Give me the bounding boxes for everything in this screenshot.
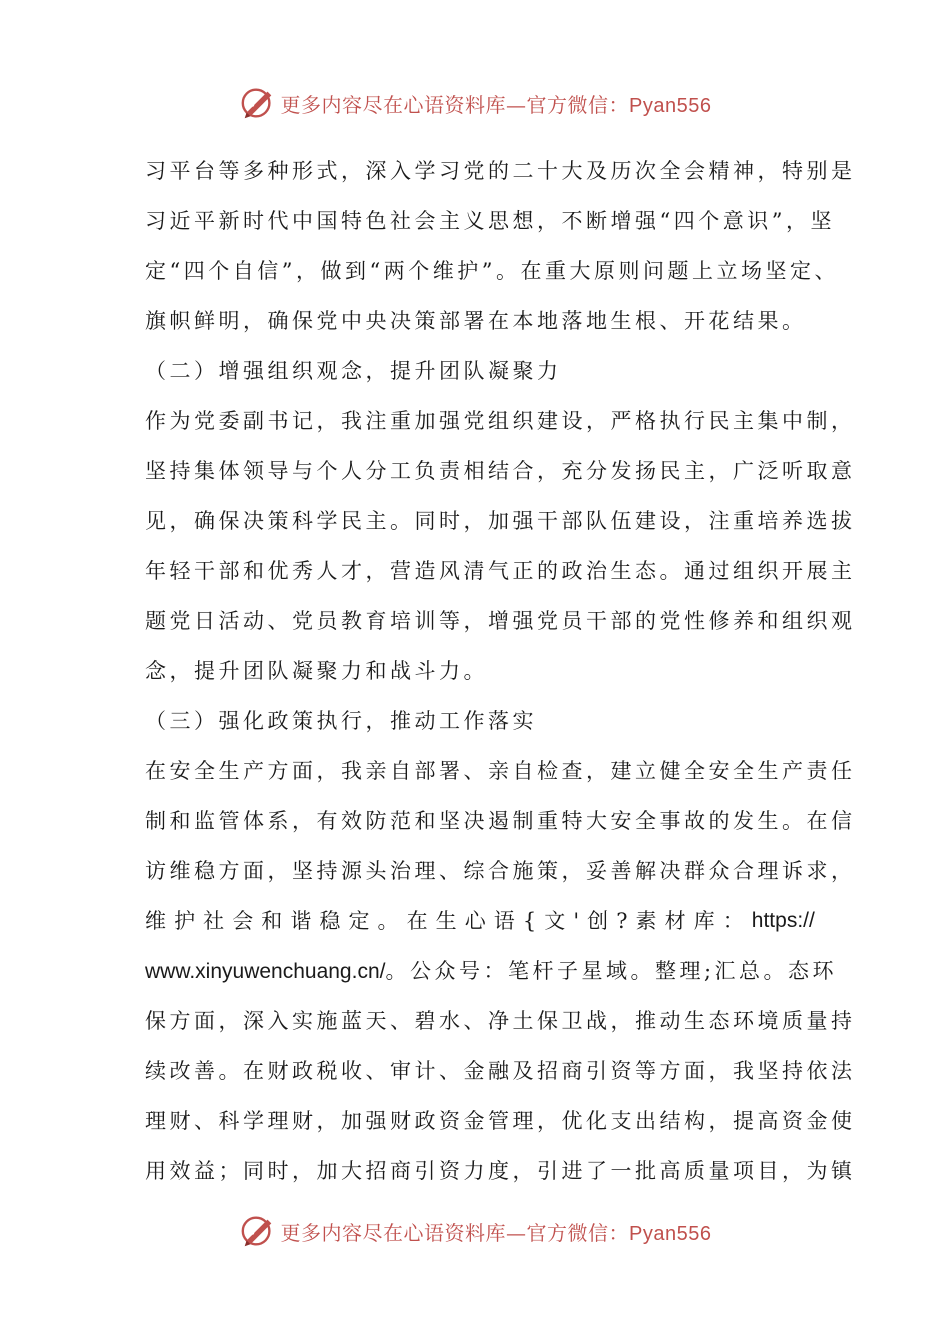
spread-char: 创: [587, 909, 609, 933]
spread-char: 维: [145, 909, 166, 933]
spread-char: 会: [232, 909, 254, 933]
website-link[interactable]: www.xinyuwenchuang.cn/: [145, 960, 386, 983]
paragraph-line: www.xinyuwenchuang.cn/。公众号：笔杆子星域。整理;汇总。态环: [145, 959, 838, 983]
paragraph-line: 旗帜鲜明，确保党中央决策部署在本地落地生根、开花结果。: [145, 309, 807, 333]
section-heading: （二）增强组织观念，提升团队凝聚力: [145, 359, 562, 383]
paragraph-line: 念，提升团队凝聚力和战斗力。: [145, 659, 488, 683]
paragraph-line: 用效益；同时，加大招商引资力度，引进了一批高质量项目，为镇: [145, 1159, 856, 1183]
spread-char: 稳: [319, 909, 341, 933]
watermark-text: 更多内容尽在心语资料库—官方微信：Pyan556: [280, 1220, 712, 1245]
paragraph-line: 作为党委副书记，我注重加强党组织建设，严格执行民主集中制，: [145, 409, 856, 433]
spread-char: 在: [406, 909, 428, 933]
watermark-text: 更多内容尽在心语资料库—官方微信：Pyan556: [280, 92, 712, 117]
footer-watermark-banner: [0, 1206, 950, 1256]
spread-char: 语: [493, 909, 515, 933]
spread-char: ': [573, 909, 580, 933]
paragraph-line: 续改善。在财政税收、审计、金融及招商引资等方面，我坚持依法: [145, 1059, 856, 1083]
paragraph-line: 保方面，深入实施蓝天、碧水、净土保卫战，推动生态环境质量持: [145, 1009, 856, 1033]
paragraph-line: 见，确保决策科学民主。同时，加强干部队伍建设，注重培养选拔: [145, 509, 856, 533]
spread-char: 和: [261, 909, 283, 933]
section-heading: （三）强化政策执行，推动工作落实: [145, 709, 537, 733]
spread-char: 护: [174, 909, 196, 933]
spread-char: 定: [348, 909, 370, 933]
paragraph-line: 在安全生产方面，我亲自部署、亲自检查，建立健全安全生产责任: [145, 759, 856, 783]
paragraph-line: 访维稳方面，坚持源头治理、综合施策，妥善解决群众合理诉求，: [145, 859, 856, 883]
spread-char: 。: [377, 909, 399, 933]
spread-char: 心: [464, 909, 486, 933]
header-watermark-banner: [0, 78, 950, 128]
spread-char: 社: [203, 909, 225, 933]
spread-char: 库: [693, 909, 715, 933]
paragraph-line: 习近平新时代中国特色社会主义思想，不断增强“四个意识”，坚: [145, 209, 835, 233]
spread-char: 谐: [290, 909, 312, 933]
paragraph-line: 定“四个自信”，做到“两个维护”。在重大原则问题上立场坚定、: [145, 259, 839, 283]
spread-char: ?: [616, 909, 628, 933]
justified-line-with-link: [145, 896, 815, 946]
spread-char: {: [522, 909, 537, 933]
spread-char: 素: [635, 909, 657, 933]
pen-circle-logo-icon: [239, 84, 277, 122]
spread-char: 文: [544, 909, 566, 933]
document-body: [145, 146, 856, 1196]
paragraph-line: 坚持集体领导与个人分工负责相结合，充分发扬民主，广泛听取意: [145, 459, 856, 483]
paragraph-line: 理财、科学理财，加强财政资金管理，优化支出结构，提高资金使: [145, 1109, 856, 1133]
spread-char: ：: [722, 909, 744, 933]
spread-char: 材: [664, 909, 686, 933]
website-link-prefix[interactable]: https://: [751, 909, 815, 932]
pen-circle-logo-icon: [239, 1212, 277, 1250]
spread-char: 生: [435, 909, 457, 933]
paragraph-line: 年轻干部和优秀人才，营造风清气正的政治生态。通过组织开展主: [145, 559, 856, 583]
paragraph-line: 习平台等多种形式，深入学习党的二十大及历次全会精神，特别是: [145, 159, 856, 183]
paragraph-line: 题党日活动、党员教育培训等，增强党员干部的党性修养和组织观: [145, 609, 856, 633]
paragraph-line: 制和监管体系，有效防范和坚决遏制重特大安全事故的发生。在信: [145, 809, 856, 833]
